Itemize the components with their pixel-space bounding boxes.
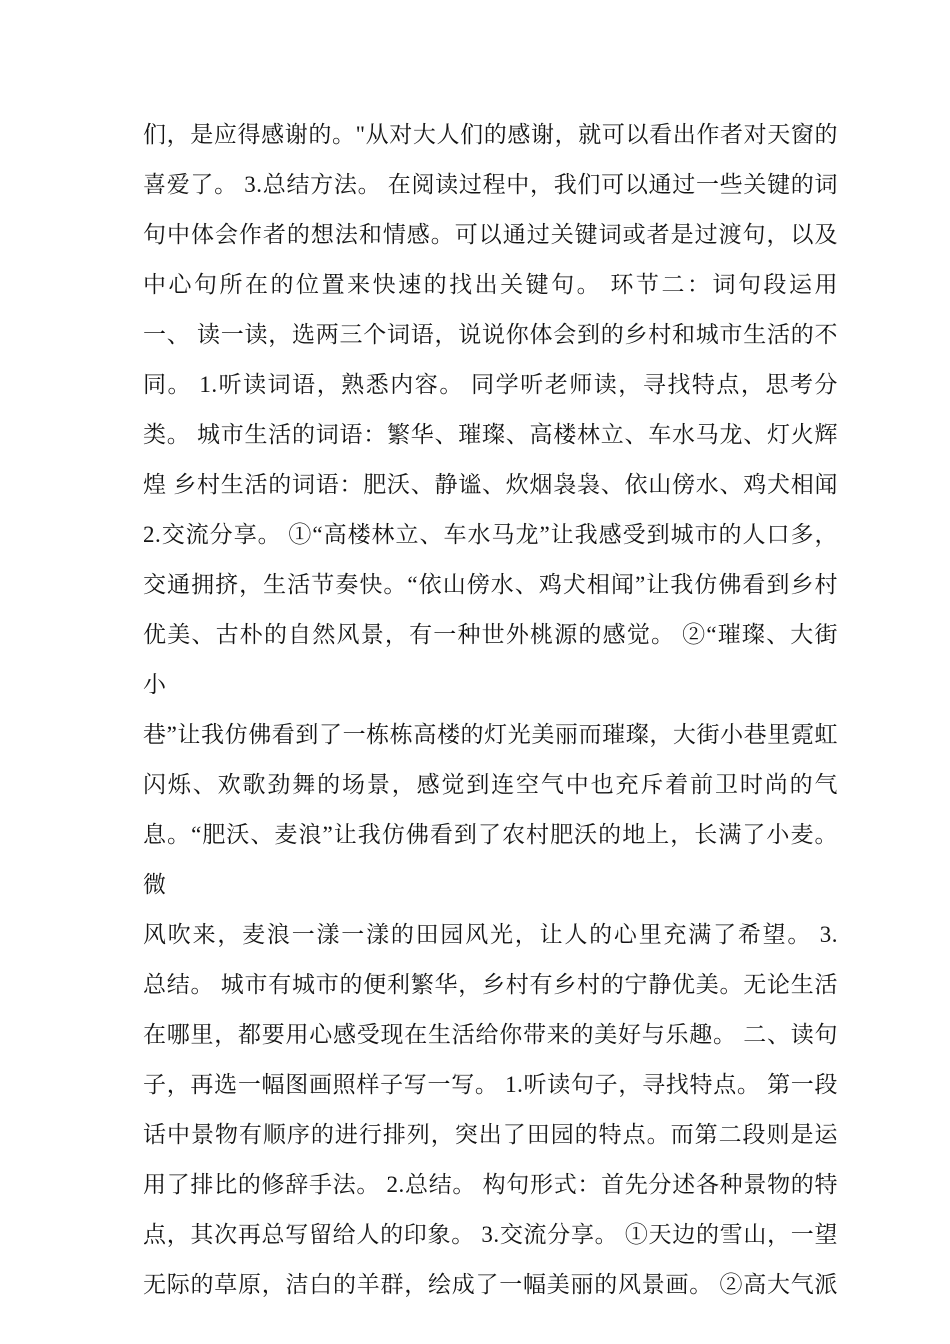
text-line: 用了排比的修辞手法。 2.总结。 构句形式：首先分述各种景物的特 (143, 1172, 838, 1197)
text-line: 息。“肥沃、麦浪”让我仿佛看到了农村肥沃的地上，长满了小麦。微 (143, 822, 838, 897)
text-line: 总结。 城市有城市的便利繁华，乡村有乡村的宁静优美。无论生活 (143, 972, 838, 997)
text-line: 在哪里，都要用心感受现在生活给你带来的美好与乐趣。 二、读句 (143, 1022, 838, 1047)
text-line: 点，其次再总写留给人的印象。 3.交流分享。 ①天边的雪山，一望 (143, 1222, 838, 1247)
text-line: 2.交流分享。 ①“高楼林立、车水马龙”让我感受到城市的人口多， (143, 522, 838, 547)
text-line: 子，再选一幅图画照样子写一写。 1.听读句子，寻找特点。 第一段 (143, 1072, 838, 1097)
text-line: 话中景物有顺序的进行排列，突出了田园的特点。而第二段则是运 (143, 1122, 838, 1147)
text-line: 煌 乡村生活的词语：肥沃、静谧、炊烟袅袅、依山傍水、鸡犬相闻 (143, 472, 838, 497)
text-line: 无际的草原，洁白的羊群，绘成了一幅美丽的风景画。 ②高大气派 (143, 1272, 838, 1297)
text-line: 一、 读一读，选两三个词语，说说你体会到的乡村和城市生活的不 (143, 322, 838, 347)
text-line: 中心句所在的位置来快速的找出关键句。 环节二：词句段运用 (143, 272, 838, 297)
text-line: 同。 1.听读词语，熟悉内容。 同学听老师读，寻找特点，思考分 (143, 372, 838, 397)
document-body (143, 110, 838, 1310)
text-line: 巷”让我仿佛看到了一栋栋高楼的灯光美丽而璀璨，大街小巷里霓虹 (143, 722, 838, 747)
text-line: 风吹来，麦浪一漾一漾的田园风光，让人的心里充满了希望。 3. (143, 922, 838, 947)
text-line: 闪烁、欢歌劲舞的场景，感觉到连空气中也充斥着前卫时尚的气 (143, 772, 838, 797)
text-line: 交通拥挤，生活节奏快。“依山傍水、鸡犬相闻”让我仿佛看到乡村 (143, 572, 838, 597)
text-line: 类。 城市生活的词语：繁华、璀璨、高楼林立、车水马龙、灯火辉 (143, 422, 838, 447)
text-line: 喜爱了。 3.总结方法。 在阅读过程中，我们可以通过一些关键的词 (143, 172, 838, 197)
text-line: 们，是应得感谢的。"从对大人们的感谢，就可以看出作者对天窗的 (143, 122, 838, 147)
text-line: 优美、古朴的自然风景，有一种世外桃源的感觉。 ②“璀璨、大街小 (143, 622, 838, 697)
text-line: 句中体会作者的想法和情感。可以通过关键词或者是过渡句，以及 (143, 222, 838, 247)
